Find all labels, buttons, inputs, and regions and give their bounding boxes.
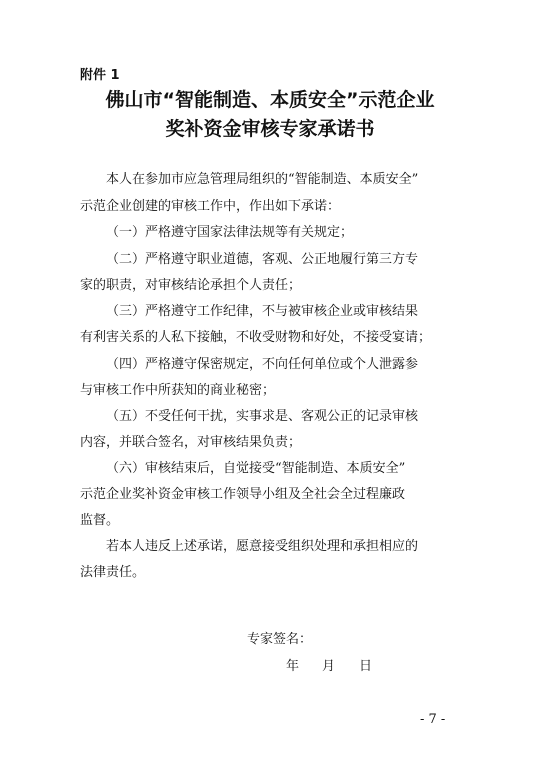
attachment-label: 附件 1 (80, 68, 120, 83)
body-line-item-2-cont: 家的职责，对审核结论承担个人责任； (80, 278, 302, 293)
body-line-item-2: （二）严格遵守职业道德，客观、公正地履行第三方专 (106, 252, 419, 267)
date-month: 月 (322, 659, 336, 674)
signature-label: 专家签名： (247, 632, 313, 647)
date-year: 年 (286, 659, 300, 674)
body-line-intro: 本人在参加市应急管理局组织的“智能制造、本质安全” (106, 172, 419, 187)
body-line-item-6: （六）审核结束后，自觉接受“智能制造、本质安全” (106, 461, 406, 476)
body-line-item-3-cont: 有利害关系的人私下接触，不收受财物和好处，不接受宴请； (80, 330, 432, 345)
body-line-item-6-end: 监督。 (80, 513, 120, 528)
body-line-item-4: （四）严格遵守保密规定，不向任何单位或个人泄露参 (106, 357, 419, 372)
document-title-line-1: 佛山市“智能制造、本质安全”示范企业 (105, 89, 435, 111)
body-line-item-3: （三）严格遵守工作纪律，不与被审核企业或审核结果 (106, 304, 419, 319)
page-number: - 7 - (420, 712, 446, 727)
body-line-closing-cont: 法律责任。 (80, 565, 146, 580)
date-day: 日 (359, 659, 373, 674)
body-line-intro-cont: 示范企业创建的审核工作中，作出如下承诺： (80, 199, 341, 214)
body-line-closing: 若本人违反上述承诺，愿意接受组织处理和承担相应的 (106, 539, 419, 554)
body-line-item-5-cont: 内容，并联合签名，对审核结果负责； (80, 435, 302, 450)
body-line-item-5: （五）不受任何干扰，实事求是、客观公正的记录审核 (106, 409, 419, 424)
body-line-item-6-cont: 示范企业奖补资金审核工作领导小组及全社会全过程廉政 (80, 487, 406, 502)
document-title-line-2: 奖补资金审核专家承诺书 (165, 118, 375, 140)
body-line-item-4-cont: 与审核工作中所获知的商业秘密； (80, 383, 276, 398)
body-line-item-1: （一）严格遵守国家法律法规等有关规定； (106, 225, 354, 240)
